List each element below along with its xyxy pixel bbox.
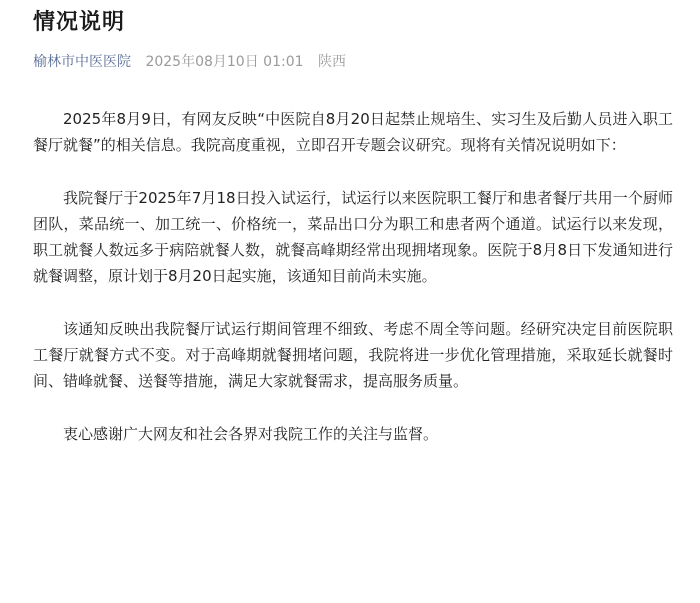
account-name-link[interactable]: 榆林市中医医院: [33, 54, 131, 70]
article-title: 情况说明: [33, 10, 126, 35]
publish-region: 陕西: [317, 54, 346, 70]
publish-time: 2025年08月10日 01:01: [145, 54, 304, 70]
article-paragraph: 衷心感谢广大网友和社会各界对我院工作的关注与监督。: [63, 425, 439, 443]
article-meta: [33, 52, 346, 72]
article-paragraph: 我院餐厅于2025年7月18日投入试运行，试运行以来医院职工餐厅和患者餐厅共用一个厨师团队，菜品统一、加工统一、价格统一，菜品出口分为职工和患者两个通道。试运行以来发现，职工就餐人数远多于病陪就餐人数，就餐高峰期经常出现拥堵现象。医院于8月8日下发通知进行就餐调整，原计划于8月20日起实施，该通知目前尚未实施。: [33, 189, 673, 285]
article-paragraph: 该通知反映出我院餐厅试运行期间管理不细致、考虑不周全等问题。经研究决定目前医院职工餐厅就餐方式不变。对于高峰期就餐拥堵问题，我院将进一步优化管理措施，采取延长就餐时间、错峰就餐、送餐等措施，满足大家就餐需求，提高服务质量。: [33, 320, 673, 390]
article-paragraph: 2025年8月9日，有网友反映“中医院自8月20日起禁止规培生、实习生及后勤人员进入职工餐厅就餐”的相关信息。我院高度重视，立即召开专题会议研究。现将有关情况说明如下：: [33, 110, 673, 154]
article-body: [33, 106, 673, 474]
